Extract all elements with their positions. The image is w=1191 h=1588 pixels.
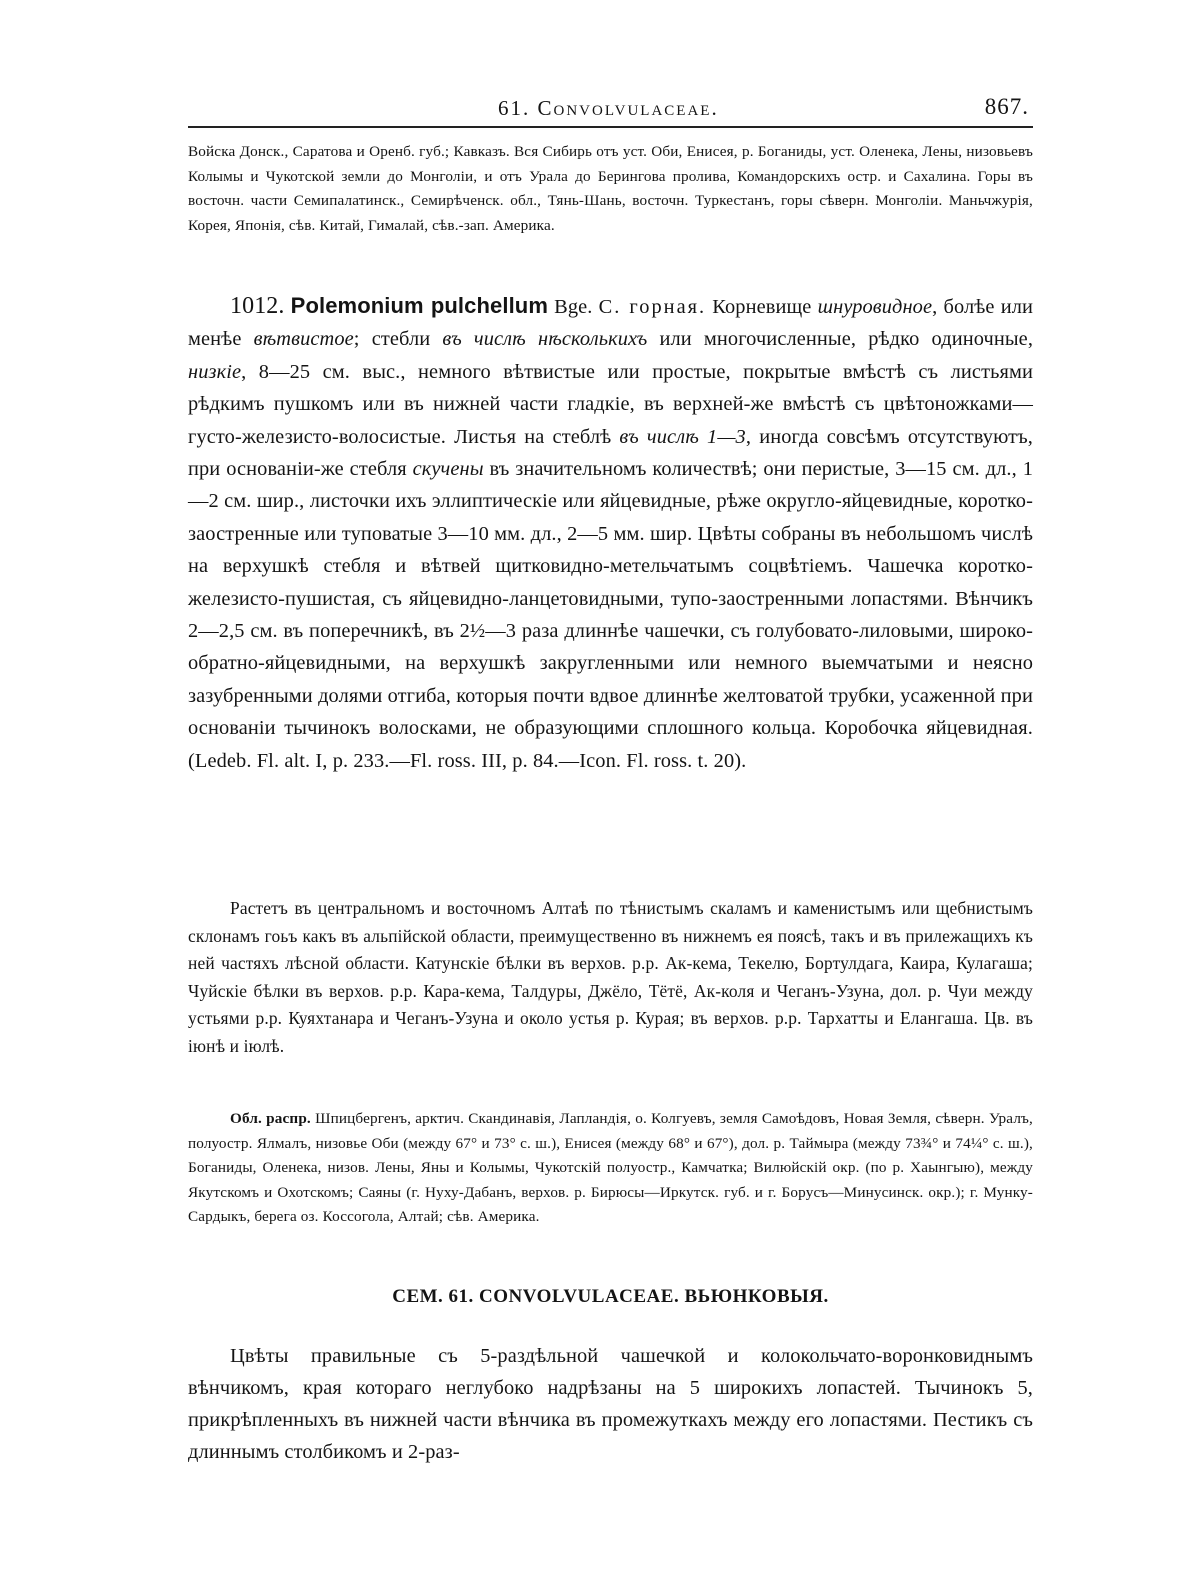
text-run: ; стебли xyxy=(353,328,431,351)
species-russian-name: С. горная. xyxy=(598,296,707,318)
italic-run: низкіе xyxy=(188,360,242,383)
species-latin-name: Polemonium pulchellum xyxy=(290,293,548,318)
italic-run: въ числѣ нѣсколькихъ xyxy=(442,328,648,351)
species-number: 1012. xyxy=(230,293,285,319)
text-run: въ значительномъ количествѣ; они перистые, 3—15 см. дл., 1—2 см. шир., листочки ихъ эллиптическіе или яйцевидные, рѣже округло-яйцевидные, коротко-заостренные или туповатые 3—10 мм. дл., 2—5 мм. шир. Цвѣты собраны въ небольшомъ числѣ на верхушкѣ стебля и вѣтвей щитковидно-метельчатымъ соцвѣтіемъ. Чашечка коротко-железисто-пушистая, съ яйцевидно-ланцетовидными, тупо-заостренными лопастями. Вѣнчикъ 2—2,5 см. въ поперечникѣ, въ 2½—3 раза длиннѣе чашечки, съ голубовато-лиловыми, широко-обратно-яйцевидными, на верхушкѣ закругленными или немного выемчатыми и неясно зазубренными долями отгиба, которыя почти вдвое длиннѣе желтоватой трубки, усаженной при основаніи тычинокъ волосками, не образующими сплошного кольца. Коробочка яйцевидная. (Ledeb. Fl. alt. I, p. 233.—Fl. ross. III, p. 84.—Icon. Fl. ross. t. 20). xyxy=(188,458,1033,772)
distribution-label: Обл. распр. xyxy=(230,1110,311,1127)
species-description xyxy=(188,290,1033,777)
habitat-paragraph: Растетъ въ центральномъ и восточномъ Алтаѣ по тѣнистымъ скаламъ и каменистымъ или щебнистымъ склонамъ гоьъ какъ въ альпійской области, преимущественно въ нижнемъ ея поясѣ, такъ и въ прилежащихъ къ ней частяхъ лѣсной области. Катунскіе бѣлки въ верхов. р.р. Ак-кема, Текелю, Бортулдага, Каира, Кулагаша; Чуйскіе бѣлки въ верхов. р.р. Кара-кема, Талдуры, Джёло, Тётё, Ак-коля и Чеганъ-Узуна, дол. р. Чуи между устьями р.р. Куяхтанара и Чеганъ-Узуна и около устья р. Курая; въ верхов. р.р. Тархатты и Елангаша. Цв. въ іюнѣ и іюлѣ. xyxy=(188,898,1033,1056)
text-run: , болѣе или менѣе xyxy=(188,296,1034,351)
text-run: Корневище xyxy=(712,296,812,318)
distribution-text: Шпицбергенъ, арктич. Скандинавія, Лапландія, о. Колгуевъ, земля Самоѣдовъ, Новая Земля, сѣверн. Уралъ, полуостр. Ялмалъ, низовье Оби (между 67° и 73° с. ш.), Енисея (между 68° и 67°), дол. р. Таймыра (между 73¾° и 74¼° с. ш.), Боганиды, Оленека, низов. Лены, Яны и Колымы, Чукотскій полуостр., Камчатка; Вилюйскій окр. (по р. Хаынгыю), между Якутскомъ и Охотскомъ; Саяны (г. Нуху-Дабанъ, верхов. р. Бирюсы—Иркутск. губ. и г. Борусъ—Минусинск. окр.); г. Мунку-Сардыкъ, берега оз. Коссогола, Алтай; сѣв. Америка. xyxy=(188,1110,1033,1226)
page-number: 867. xyxy=(984,94,1029,119)
italic-run: вѣтвистое xyxy=(253,328,354,351)
family-description: Цвѣты правильные съ 5-раздѣльной чашечкой и колокольчато-воронковиднымъ вѣнчикомъ, края котораго неглубоко надрѣзаны на 5 широкихъ лопастей. Тычинокъ 5, прикрѣпленныхъ въ нижней части вѣнчика въ промежуткахъ между его лопастями. Пестикъ съ длиннымъ столбикомъ и 2-раз- xyxy=(188,1345,1033,1463)
family-heading: СЕМ. 61. CONVOLVULACEAE. ВЬЮНКОВЫЯ. xyxy=(392,1286,829,1307)
distribution-continued: Войска Донск., Саратова и Оренб. губ.; Кавказъ. Вся Сибирь отъ уст. Оби, Енисея, р. Боганиды, уст. Оленека, Лены, низовьевъ Колымы и Чукотской земли до Монголіи, и отъ Урала до Берингова пролива, Командорскихъ остр. и Сахалина. Горы въ восточн. части Семипалатинск., Семирѣченск. обл., Тянь-Шань, восточн. Туркестанъ, горы сѣверн. Монголіи. Маньчжурія, Корея, Японія, сѣв. Китай, Гималай, сѣв.-зап. Америка. xyxy=(188,143,1033,234)
text-run: или многочисленные, рѣдко одиночные, xyxy=(659,328,1034,351)
italic-run: въ числѣ 1—3 xyxy=(619,425,746,448)
distribution-paragraph xyxy=(188,1107,1033,1230)
species-author: Bge. xyxy=(554,296,593,318)
italic-run: шнуровидное xyxy=(817,296,933,318)
italic-run: скучены xyxy=(412,458,484,481)
book-page xyxy=(188,0,1033,1588)
running-head xyxy=(188,92,1033,128)
text-run: , 8—25 см. выс., немного вѣтвистые или простые, покрытые вмѣстѣ съ листьями рѣдкимъ пушкомъ или въ нижней части гладкіе, въ верхней-же вмѣстѣ съ цвѣтоножками—густо-железисто-волосистые. Листья на стеблѣ xyxy=(188,360,1033,448)
running-head-title: 61. Convolvulaceae. xyxy=(498,96,719,120)
text-run: , иногда совсѣмъ отсутствуютъ, при основаніи-же стебля xyxy=(188,425,1034,481)
